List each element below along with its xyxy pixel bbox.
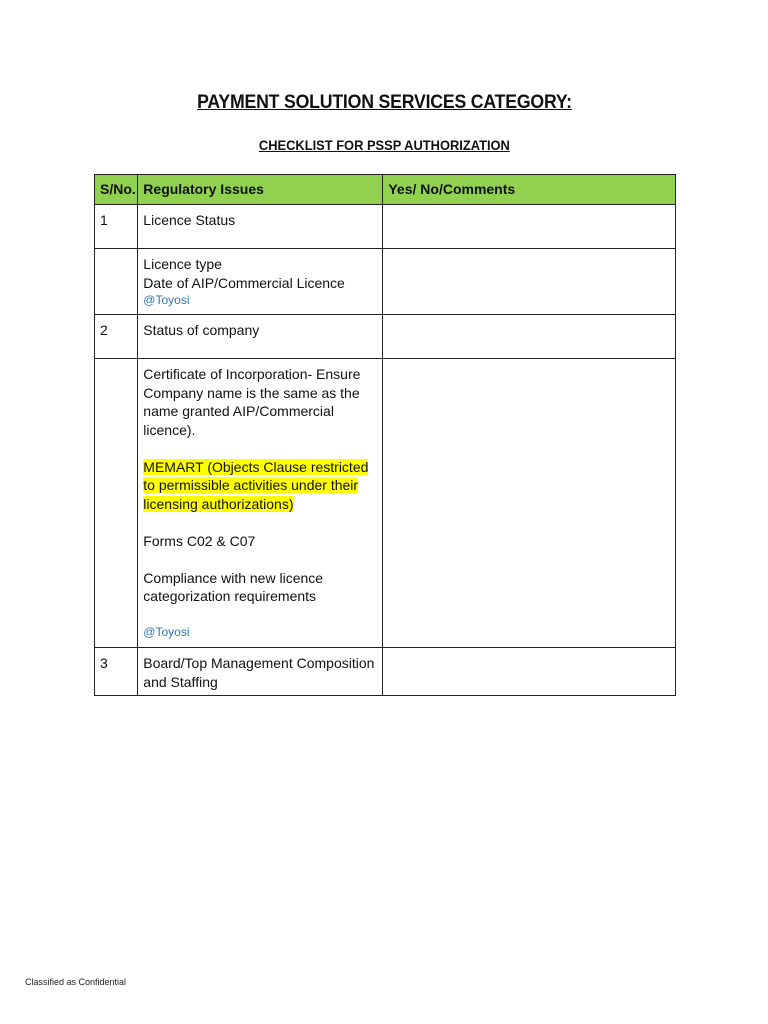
row-sn: 1 [95,205,138,249]
table-row [95,648,676,696]
table-row [95,315,676,359]
issue-paragraph: Compliance with new licence categorization requirements [143,569,324,604]
checklist-table [94,174,676,696]
row-issue [138,249,383,315]
row-comment [383,315,676,359]
row-issue: Licence Status [138,205,383,249]
issue-line: Date of AIP/Commercial Licence [143,274,345,291]
mention-tag[interactable]: @Toyosi [143,625,190,639]
row-sn: 2 [95,315,138,359]
row-sn [95,249,138,315]
issue-paragraph: Forms C02 & C07 [143,532,256,549]
row-sn [95,359,138,648]
table-header-row [95,175,676,205]
mention-tag[interactable]: @Toyosi [143,293,190,307]
header-sn: S/No. [95,175,138,205]
document-title: PAYMENT SOLUTION SERVICES CATEGORY: [196,92,572,113]
row-comment [383,359,676,648]
row-comment [383,249,676,315]
row-comment [383,205,676,249]
header-comments: Yes/ No/Comments [383,175,676,205]
document-subtitle: CHECKLIST FOR PSSP AUTHORIZATION [258,137,510,153]
table-row [95,249,676,315]
issue-paragraph: Certificate of Incorporation- Ensure Company name is the same as the name granted AIP/Commercial licence). [143,366,361,438]
row-issue [138,359,383,648]
row-issue: Board/Top Management Composition and Staffing [138,648,383,696]
classification-footer: Classified as Confidential [25,977,127,987]
row-issue: Status of company [138,315,383,359]
highlighted-paragraph: MEMART (Objects Clause restricted to permissible activities under their licensing authorizations) [143,458,369,512]
row-sn: 3 [95,648,138,696]
row-comment [383,648,676,696]
issue-line: Licence type [143,256,222,272]
header-regulatory-issues: Regulatory Issues [138,175,383,205]
table-row [95,205,676,249]
table-row [95,359,676,648]
